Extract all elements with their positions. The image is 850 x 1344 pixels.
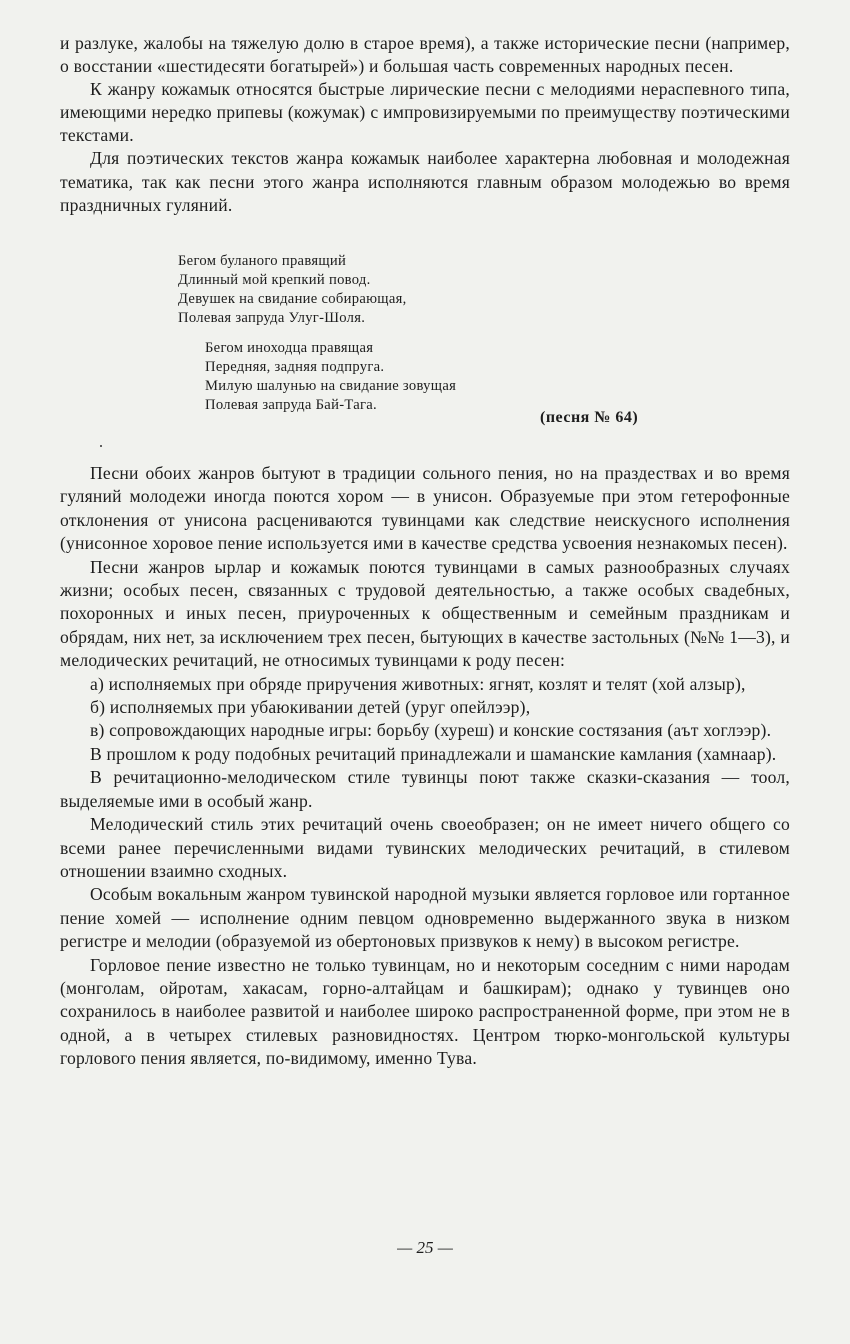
- paragraph-melodic-style: Мелодический стиль этих речитаций очень своеобразен; он не имеет ничего общего со всеми ранее перечисленными видами тувинских мелодических речитаций, в стилевом отношении взаимно сходных.: [60, 814, 790, 881]
- paragraph-tales: В речитационно-мелодическом стиле тувинцы поют также сказки-сказания — тоол, выделяемые ими в особый жанр.: [60, 767, 790, 811]
- song-reference: (песня № 64): [540, 409, 639, 426]
- verse-stanza-1: [178, 252, 407, 328]
- paragraph-continuation: и разлуке, жалобы на тяжелую долю в старое время), а также исторические песни (например, о восстании «шестидесяти богатырей») и большая часть современных народных песен.: [60, 33, 790, 77]
- main-text: [60, 462, 790, 1071]
- paragraph-throat-singing-spread: Горловое пение известно не только тувинцам, но и некоторым соседним с ними народам (монголам, ойротам, хакасам, горно-алтайцам и башкирам); однако у тувинцев оно сохранилось в наиболее развитой и наиболее широко распространенной форме, при этом не в одной, а в четырех стилевых разновидностях. Центром тюрко-монгольской культуры горлового пения является, по-видимому, именно Тува.: [60, 954, 790, 1069]
- paragraph-kozhamyk-genre: К жанру кожамык относятся быстрые лирические песни с мелодиями нераспевного типа, имеющими нередко припевы (кожумак) с импровизируемыми по преимуществу поэтическими текстами.: [60, 79, 790, 146]
- verse-line: Полевая запруда Бай-Тага.: [205, 396, 377, 413]
- paragraph-shamanic: В прошлом к роду подобных речитаций принадлежали и шаманские камлания (хамнаар).: [90, 743, 777, 764]
- list-item-a: а) исполняемых при обряде приручения животных: ягнят, козлят и телят (хой алзыр),: [90, 673, 746, 694]
- paragraph-solo-tradition: Песни обоих жанров бытуют в традиции сольного пения, но на праздествах и во время гуляний молодежи иногда поются хором — в унисон. Образуемые при этом гетерофонные отклонения от унисона расцениваются тувинцами как следствие неискусного исполнения (унисонное хоровое пение используется ими в качестве средства усвоения незнакомых песен).: [60, 463, 790, 554]
- page-number: — 25 —: [397, 1238, 453, 1257]
- verse-line: Бегом буланого правящий: [178, 253, 347, 269]
- verse-stanza-2: [205, 339, 456, 415]
- verse-line: Милую шалунью на свидание зовущая: [205, 377, 457, 394]
- intro-text: [60, 32, 790, 217]
- paragraph-kozhamyk-themes: Для поэтических текстов жанра кожамык наиболее характерна любовная и молодежная тематика, так как песни этого жанра исполняются главным образом молодежью во время праздничных гуляний.: [60, 148, 790, 215]
- verse-line: Передняя, задняя подпруга.: [205, 358, 385, 375]
- paragraph-throat-singing: Особым вокальным жанром тувинской народной музыки является горловое или гортанное пение хомей — исполнение одним певцом одновременно выдержанного звука в низком регистре и мелодии (образуемой из обертоновых призвуков к нему) в высоком регистре.: [60, 884, 790, 952]
- verse-line: Девушек на свидание собирающая,: [178, 290, 407, 307]
- paragraph-occasions: Песни жанров ырлар и кожамык поются тувинцами в самых разнообразных случаях жизни; особых песен, связанных с трудовой деятельностью, а также особых свадебных, похоронных и иных песен, приуроченных к общественным и семейным праздникам и обрядам, них нет, за исключением трех песен, бытующих в качестве застольных (№№ 1—3), и мелодических речитаций, не относимых тувинцами к роду песен:: [60, 556, 790, 671]
- verse-line: Полевая запруда Улуг-Шоля.: [178, 309, 366, 326]
- verse-line: Длинный мой крепкий повод.: [178, 271, 371, 288]
- print-speck: [100, 445, 102, 447]
- list-item-b: б) исполняемых при убаюкивании детей (уруг опейлээр),: [90, 697, 531, 718]
- list-item-c: в) сопровождающих народные игры: борьбу (хуреш) и конские состязания (аът хоглээр).: [90, 720, 772, 741]
- verse-line: Бегом иноходца правящая: [205, 340, 374, 356]
